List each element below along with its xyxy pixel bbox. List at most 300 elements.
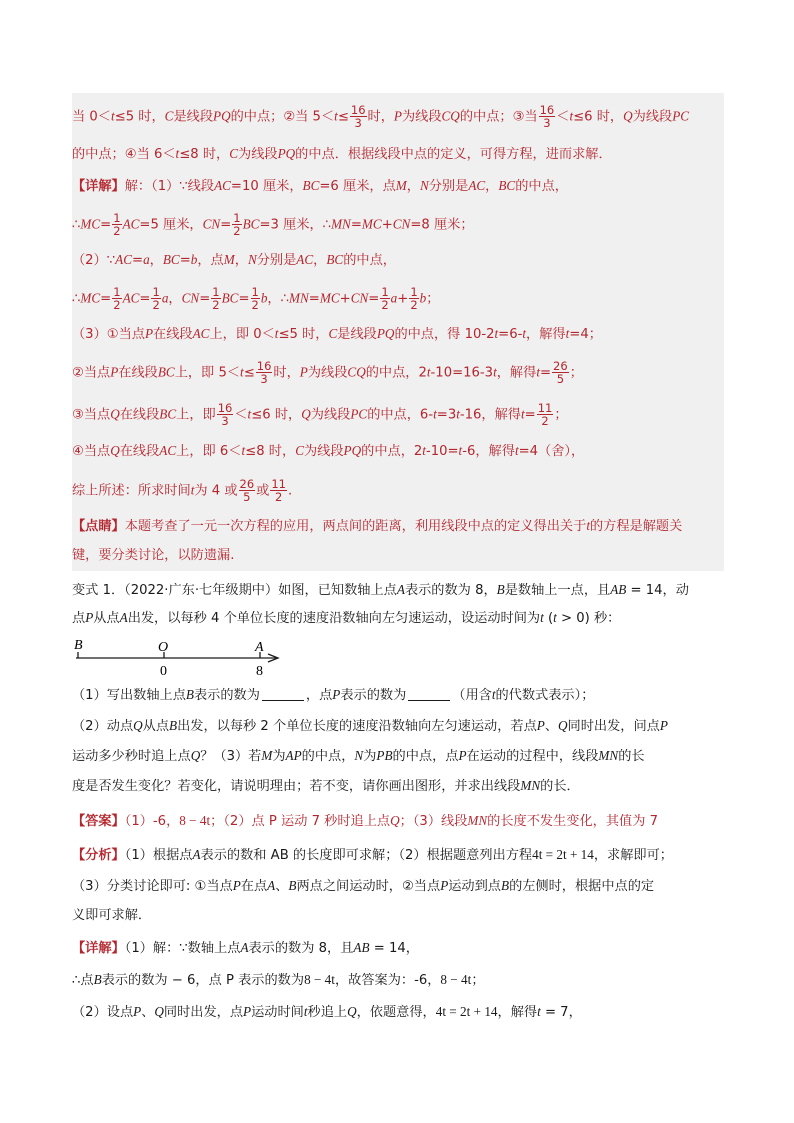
text: 从点 [142, 719, 170, 734]
var: AC [122, 290, 140, 306]
text: 上，即 5＜ [174, 365, 241, 381]
text: 同时出发，点 [163, 1005, 244, 1020]
var: P [110, 364, 119, 380]
var: a [143, 252, 150, 267]
text: （2）∵ [72, 253, 116, 268]
text: =5 厘米， [139, 217, 203, 233]
var: Q [133, 718, 143, 733]
var: MC [80, 216, 101, 232]
point-label-o: O [158, 640, 169, 655]
var: Q [390, 813, 400, 828]
answer-line [72, 811, 724, 832]
text: ③当点 [72, 407, 111, 423]
text: + [397, 291, 409, 307]
text: 时， [367, 109, 394, 125]
number-line-figure [70, 632, 290, 678]
text: 度是否发生变化？若变化，请说明理由；若不变，请你画出图形，并求出线段 [72, 779, 521, 794]
fraction [251, 286, 260, 311]
var: P [536, 718, 545, 733]
text: = [350, 217, 362, 233]
var: t [110, 108, 115, 124]
denominator: 2 [233, 224, 241, 238]
text: ≤5 时， [114, 109, 165, 125]
var: MN [520, 778, 541, 793]
var: N [247, 252, 257, 267]
text: 的中点；③当 [459, 109, 538, 125]
text: （1）解：∵数轴上点 [124, 941, 241, 956]
solution-line-8 [72, 360, 724, 385]
var: CQ [441, 108, 460, 124]
text: 从点 [93, 611, 120, 626]
comment-label: 【点睛】 [72, 519, 125, 534]
text: 表示的数为 [340, 688, 407, 703]
text: 的方程是解题关 [589, 519, 683, 534]
text: = [539, 365, 552, 381]
var: Q [190, 748, 201, 763]
detail-label: 【详解】 [72, 179, 125, 194]
text: 的中点；④当 6＜ [72, 147, 176, 162]
detail-line-1 [72, 938, 724, 959]
numerator: 1 [233, 211, 241, 225]
text: 是线段 [337, 327, 377, 342]
text: 为线段 [310, 407, 351, 423]
text: =8 厘米； [410, 217, 474, 233]
var: BC [157, 364, 175, 380]
var: t [247, 406, 252, 422]
text: = [220, 217, 232, 233]
var: Q [154, 1004, 164, 1019]
fraction [539, 104, 556, 129]
fraction [151, 286, 160, 311]
text: 的中点，6- [367, 407, 434, 423]
text: ， [485, 179, 499, 194]
text: 上，即 6＜ [176, 444, 242, 459]
text: ， [234, 253, 248, 268]
var: MN [289, 290, 309, 306]
var: t [586, 518, 590, 533]
var: t [553, 610, 557, 625]
solution-line-1 [72, 104, 724, 129]
text: ；（3）线段 [399, 814, 468, 829]
text: 在点 [240, 879, 268, 894]
text: ，点 [305, 688, 333, 703]
denominator: 3 [221, 414, 229, 428]
analysis-line-1 [72, 845, 724, 866]
text: ，∴ [267, 291, 289, 307]
text: = [368, 291, 380, 307]
text: 的中点，2 [365, 365, 427, 381]
text: ≤8 时， [245, 444, 296, 459]
var: MC [319, 290, 340, 306]
var: PQ [277, 146, 296, 161]
detail-label: 【详解】 [72, 941, 125, 956]
text: 的中点， [301, 749, 355, 764]
var: PQ [213, 108, 231, 124]
text: = [100, 217, 112, 233]
text: 在线段 [119, 444, 160, 459]
analysis-line-2 [72, 876, 724, 897]
text: 、 [141, 1005, 155, 1020]
var: BC [159, 406, 177, 422]
var: A [119, 610, 128, 625]
text: ( [543, 611, 554, 626]
var: P [299, 364, 308, 380]
text: 在线段 [118, 365, 158, 381]
text: 为线段 [303, 444, 344, 459]
text: =10 厘米， [230, 179, 303, 194]
text: 本题考查了一元一次方程的应用，两点间的距离，利用线段中点的定义得出关于 [124, 519, 587, 534]
text: = [199, 291, 211, 307]
text: ，依题意得， [356, 1005, 436, 1020]
var: B [185, 687, 194, 702]
var: M [223, 252, 235, 267]
numerator: 1 [113, 211, 121, 225]
var: Q [347, 1004, 357, 1019]
var: P [243, 1004, 252, 1019]
text: ，解得 [526, 327, 566, 342]
text: 义即可求解． [72, 908, 152, 923]
text: =3 厘米，∴ [259, 217, 332, 233]
text: （用含 [452, 688, 492, 703]
var: P [133, 1004, 142, 1019]
var: B [288, 878, 297, 893]
var: t [241, 443, 246, 458]
var: t [565, 326, 570, 341]
var: N [419, 178, 429, 193]
var: C [229, 146, 239, 161]
text: ，解得 [496, 365, 537, 381]
fraction [256, 360, 273, 385]
text: 键，要分类讨论，以防遗漏. [72, 548, 235, 563]
text: 的中点；②当 5＜ [230, 109, 335, 125]
text: ； [569, 365, 583, 381]
text: 的长． [540, 779, 580, 794]
point-label-a: A [255, 640, 264, 655]
fraction [380, 286, 389, 311]
var: t [522, 326, 527, 341]
text: （3）①当点 [72, 327, 145, 342]
expression: 8 − 4t [179, 813, 211, 828]
text: ？（3）若 [200, 749, 262, 764]
text: -16，解得 [459, 407, 521, 423]
var: t [456, 406, 460, 422]
var: M [261, 748, 273, 763]
text: ， [406, 179, 420, 194]
text: 为线段 [307, 365, 348, 381]
text: ∴ [72, 291, 81, 307]
text: -10=16-3 [430, 365, 494, 381]
text: ； [426, 291, 440, 307]
solution-line-4 [72, 212, 724, 237]
text: （3）分类讨论即可: ①当点 [72, 879, 233, 894]
fraction [270, 478, 287, 503]
var: C [328, 326, 338, 341]
var: BC [242, 216, 260, 232]
var: M [395, 178, 407, 193]
text: 的中点，点 [392, 749, 459, 764]
text: 同时出发，问点 [567, 719, 660, 734]
var: AP [285, 748, 302, 763]
question-4 [72, 776, 724, 797]
text: . [287, 483, 293, 499]
var: N [354, 748, 364, 763]
text: 为 [363, 749, 377, 764]
text: ∴点 [72, 973, 94, 988]
var: a [390, 290, 398, 306]
text: 为线段 [632, 109, 673, 125]
denominator: 3 [260, 372, 268, 386]
text: （1）根据点 [124, 848, 193, 863]
text: ≤ [243, 365, 255, 381]
var: t [493, 364, 497, 380]
text: = [139, 291, 151, 307]
tick-label-0: 0 [160, 664, 167, 678]
fraction [112, 286, 121, 311]
text: 为 [272, 749, 286, 764]
numerator: 16 [350, 103, 366, 117]
var: A [192, 847, 201, 862]
text: 为 4 或 [194, 483, 238, 499]
var: PB [376, 748, 393, 763]
text: + [381, 217, 393, 233]
answer-label: 【答案】 [72, 814, 125, 829]
fraction [239, 478, 256, 503]
text: 在运动的过程中，线段 [466, 749, 599, 764]
text: 分别是 [256, 253, 297, 268]
denominator: 2 [152, 298, 160, 312]
var: AC [159, 443, 177, 458]
var: b [419, 290, 427, 306]
var: b [190, 252, 198, 267]
var: CN [181, 290, 200, 306]
numerator: 1 [113, 285, 121, 299]
var: t [491, 687, 496, 702]
text: 分别是 [428, 179, 469, 194]
detail-line-3 [72, 1002, 724, 1023]
text: =6 厘米，点 [319, 179, 396, 194]
text: + [339, 291, 351, 307]
var: AC [468, 178, 486, 193]
var: B [496, 582, 505, 597]
text: = [308, 291, 320, 307]
equation: 4t = 2t + 14 [435, 1004, 498, 1019]
text: 的中点，2 [361, 444, 423, 459]
text: 综上所述：所求时间 [72, 483, 191, 499]
answer-blank-2[interactable] [408, 700, 450, 701]
text: 秒追上 [307, 1005, 348, 1020]
text: 的中点，得 10-2 [394, 327, 495, 342]
var: BC [221, 290, 239, 306]
text: 表示的数为 8，且 [248, 941, 354, 956]
fraction [211, 286, 220, 311]
var: MN [331, 216, 351, 232]
text: = 7， [540, 1005, 582, 1020]
var: t [334, 108, 338, 124]
var: t [433, 406, 437, 422]
question-1 [72, 685, 724, 706]
var: t [274, 326, 279, 341]
analysis-line-3 [72, 906, 724, 926]
text: 的长 [618, 749, 645, 764]
var: C [295, 443, 304, 458]
text: ， [168, 291, 182, 307]
text: -10= [425, 444, 459, 459]
text: ∴ [72, 217, 81, 233]
text: 的中点， [515, 179, 568, 194]
text: 是线段 [173, 109, 214, 125]
var: AB [353, 940, 370, 955]
denominator: 2 [113, 298, 121, 312]
text: 运动多少秒时追上点 [72, 749, 191, 764]
text: ；（2）点 P 运动 7 秒时追上点 [210, 814, 391, 829]
expression: 8 − 4t [440, 972, 472, 987]
text: 是数轴上一点，且 [504, 583, 611, 598]
var: Q [623, 108, 633, 124]
text: 解：（1）∵线段 [124, 179, 215, 194]
text: 、 [275, 879, 289, 894]
text: 为线段 [401, 109, 442, 125]
var: t [521, 406, 525, 422]
var: PC [672, 108, 690, 124]
var: CN [202, 216, 221, 232]
var: P [659, 718, 668, 733]
var: CN [350, 290, 369, 306]
text: 表示的数和 AB 的长度即可求解；（2）根据题意列出方程 [200, 848, 533, 863]
var: CN [392, 216, 411, 232]
text: 出发，以每秒 2 个单位长度的速度沿数轴向左匀速运动，若点 [177, 719, 537, 734]
text: = [100, 291, 112, 307]
var: PC [350, 406, 368, 422]
text: 在线段 [153, 327, 193, 342]
text: =6- [498, 327, 523, 342]
numerator: 1 [152, 285, 160, 299]
solution-line-7 [72, 324, 724, 345]
var: AC [122, 216, 140, 232]
var: P [85, 610, 94, 625]
var: B [93, 972, 102, 987]
text: ②当点 [72, 365, 111, 381]
denominator: 3 [543, 116, 551, 130]
comment-line-1 [72, 516, 724, 537]
text: 上，即 0＜ [209, 327, 275, 342]
text: > 0) 秒： [556, 611, 621, 626]
text: ， [313, 253, 327, 268]
fraction [217, 402, 234, 427]
var: MC [80, 290, 101, 306]
var: P [393, 108, 402, 124]
var: AB [610, 582, 627, 597]
numerator: 11 [271, 477, 286, 491]
solution-line-9 [72, 402, 724, 427]
text: ≤ [337, 109, 349, 125]
var: CQ [347, 364, 366, 380]
variant-line-1 [72, 580, 724, 601]
text: = [132, 253, 144, 268]
solution-line-5 [72, 250, 724, 271]
var: AC [192, 326, 210, 341]
numerator: 1 [212, 285, 220, 299]
var: Q [558, 718, 568, 733]
var: A [240, 940, 249, 955]
text: ，解得 [497, 1005, 538, 1020]
var: MC [361, 216, 382, 232]
text: ≤5 时， [278, 327, 329, 342]
var: PQ [376, 326, 395, 341]
text: 的中点， [343, 253, 396, 268]
var: t [514, 443, 519, 458]
var: P [232, 878, 241, 893]
var: C [164, 108, 174, 124]
text: =4； [569, 327, 602, 342]
denominator: 2 [541, 414, 549, 428]
fraction [552, 360, 569, 385]
fraction [112, 212, 121, 237]
denominator: 3 [354, 116, 362, 130]
var: t [569, 108, 574, 124]
denominator: 2 [410, 298, 418, 312]
answer-blank-1[interactable] [262, 700, 304, 701]
numerator: 26 [239, 477, 255, 491]
text: 表示的数为 [193, 688, 260, 703]
numerator: 1 [251, 285, 259, 299]
var: Q [301, 406, 311, 422]
var: t [426, 364, 431, 380]
variant-line-2 [72, 608, 724, 629]
text: 时， [273, 365, 300, 381]
numerator: 16 [256, 359, 272, 373]
text: （1）-6， [124, 814, 180, 829]
text: 的中点．根据线段中点的定义，可得方程，进而求解． [295, 147, 612, 162]
text: ≤6 时， [251, 407, 302, 423]
denominator: 2 [113, 224, 121, 238]
fraction [350, 104, 367, 129]
numerator: 16 [217, 401, 233, 415]
var: t [190, 482, 195, 498]
text: 表示的数为 − 6，点 P 表示的数为 [101, 973, 305, 988]
text: ≤8 时， [179, 147, 230, 162]
text: 、 [544, 719, 559, 734]
var: A [396, 582, 405, 597]
text: =4（舍）， [518, 444, 585, 459]
var: AC [115, 252, 133, 267]
text: 为线段 [238, 147, 278, 162]
text: 当 0＜ [72, 109, 111, 125]
var: t [458, 443, 463, 458]
text: （1）写出数轴上点 [72, 688, 186, 703]
var: t [240, 364, 244, 380]
comment-line-2 [72, 546, 724, 566]
text: = 14， [369, 941, 419, 956]
var: MN [598, 748, 619, 763]
numerator: 11 [537, 401, 553, 415]
text: 的代数式表示）； [495, 688, 595, 703]
var: B [169, 718, 178, 733]
text: 点 [72, 611, 86, 626]
solution-line-2 [72, 144, 724, 165]
var: P [332, 687, 341, 702]
numerator: 16 [539, 103, 555, 117]
fraction [232, 212, 241, 237]
text: ＜ [234, 407, 248, 423]
text: ； [554, 407, 568, 423]
var: PQ [343, 443, 362, 458]
var: Q [110, 406, 120, 422]
expression: 8 − 4t [304, 972, 335, 987]
denominator: 2 [275, 490, 283, 504]
text: ，故答案为：-6， [334, 973, 441, 988]
denominator: 2 [251, 298, 259, 312]
var: t [536, 364, 540, 380]
